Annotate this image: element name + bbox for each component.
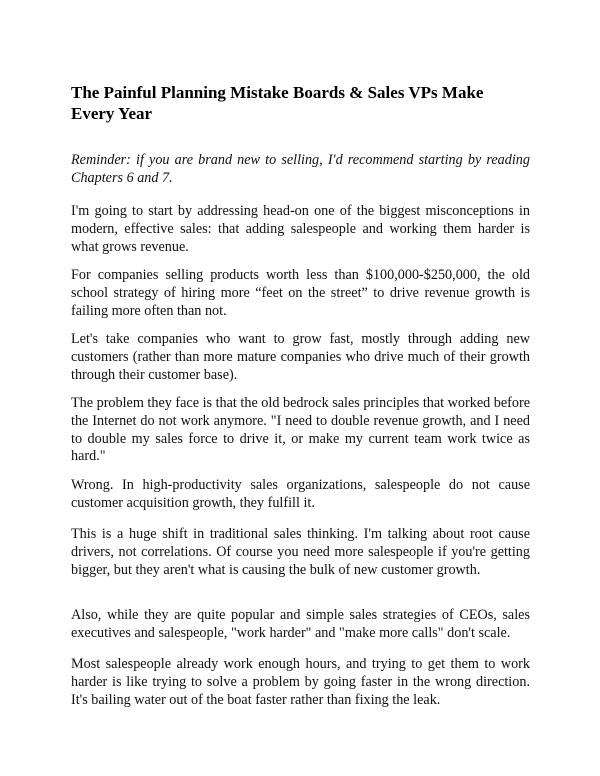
body-paragraph: This is a huge shift in traditional sales thinking. I'm talking about root cause drivers, not correlations. Of course you need more salespeople if you're getting bigger, but they aren't what is causing the bulk of new customer growth.: [71, 526, 530, 578]
body-paragraph: Let's take companies who want to grow fast, mostly through adding new customers (rather than more mature companies who drive much of their growth through their customer base).: [71, 331, 530, 383]
body-paragraph: Also, while they are quite popular and simple sales strategies of CEOs, sales executives and salespeople, "work harder" and "make more calls" don't scale.: [71, 607, 530, 641]
body-paragraph: I'm going to start by addressing head-on one of the biggest misconceptions in modern, effective sales: that adding salespeople and working them harder is what grows revenue.: [71, 203, 530, 255]
reminder-paragraph: Reminder: if you are brand new to selling, I'd recommend starting by reading Chapters 6 and 7.: [71, 152, 530, 186]
body-paragraph: Most salespeople already work enough hours, and trying to get them to work harder is like trying to solve a problem by going faster in the wrong direction. It's bailing water out of the boat faster rather than fixing the leak.: [71, 656, 530, 708]
body-paragraph: For companies selling products worth less than $100,000-$250,000, the old school strategy of hiring more “feet on the street” to drive revenue growth is failing more often than not.: [71, 267, 530, 319]
body-paragraph: The problem they face is that the old bedrock sales principles that worked before the Internet do not work anymore. "I need to double revenue growth, and I need to double my sales force to drive it, or make my current team work twice as hard.": [71, 395, 530, 465]
body-paragraph: Wrong. In high-productivity sales organizations, salespeople do not cause customer acquisition growth, they fulfill it.: [71, 477, 530, 511]
page-title: The Painful Planning Mistake Boards & Sales VPs Make Every Year: [71, 83, 484, 123]
